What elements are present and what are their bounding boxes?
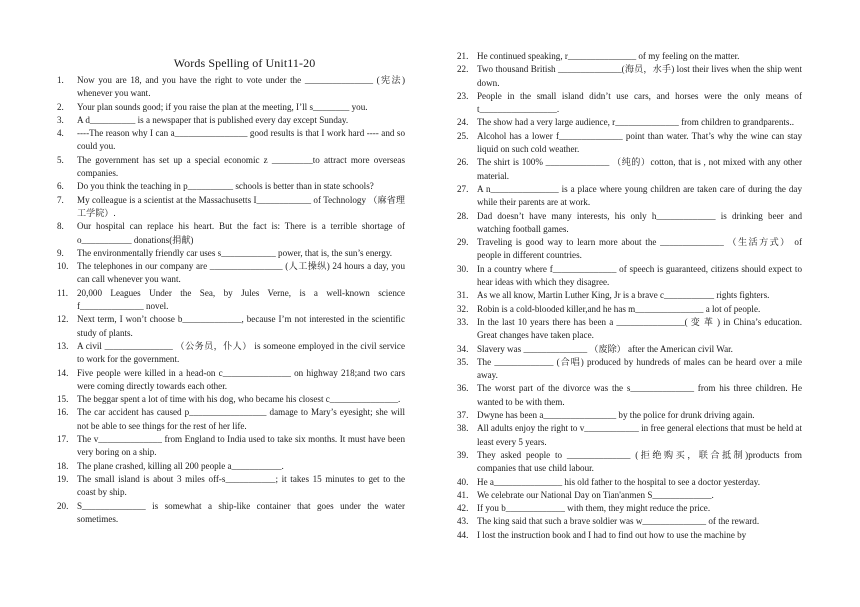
question-text: A d__________ is a newspaper that is published every day except Sunday.: [77, 114, 349, 125]
question-item: [57, 114, 405, 127]
question-number: 33.: [457, 316, 469, 327]
question-text: In a country where f______________ of speech is guaranteed, citizens should expect to hear ideas with which they disagree.: [477, 263, 802, 288]
question-number: 19.: [57, 473, 69, 484]
question-text: The telephones in our company are ________________ (人工操纵) 24 hours a day, you can call whenever you want.: [77, 261, 405, 285]
question-item: [57, 74, 405, 101]
question-number: 22.: [457, 64, 469, 75]
question-item: [457, 289, 802, 302]
question-item: [57, 367, 405, 394]
question-number: 36.: [457, 383, 469, 394]
question-text: Five people were killed in a head-on c_______________ on highway 218;and two cars were coming directly towards each other.: [77, 367, 405, 391]
left-question-list: [57, 74, 405, 526]
question-number: 25.: [457, 130, 469, 141]
question-text: He a_______________ his old father to the hospital to see a doctor yesterday.: [477, 476, 761, 487]
question-number: 27.: [457, 183, 469, 194]
question-text: Now you are 18, and you have the right to vote under the _______________ (宪法) whenever you want.: [77, 75, 405, 99]
question-number: 42.: [457, 503, 469, 514]
question-item: [57, 127, 405, 154]
question-number: 21.: [457, 51, 469, 61]
question-text: The shirt is 100% ______________ （纯的）cotton, that is , not mixed with any other material.: [477, 157, 802, 181]
question-number: 34.: [457, 343, 469, 354]
question-number: 15.: [57, 394, 69, 405]
question-text: The environmentally friendly car uses s____________ power, that is, the sun’s energy.: [77, 247, 393, 258]
question-number: 13.: [57, 340, 69, 351]
question-text: The beggar spent a lot of time with his dog, who became his closest c_______________.: [77, 394, 401, 405]
question-number: 24.: [457, 117, 469, 128]
question-text: Our hospital can replace his heart. But the fact is: There is a terrible shortage of o___________ donations(捐献): [77, 221, 405, 245]
question-text: As we all know, Martin Luther King, Jr is a brave c___________ rights fighters.: [477, 290, 770, 301]
question-item: [457, 183, 802, 210]
question-text: 20,000 Leagues Under the Sea, by Jules Verne, is a well-known science f______________ novel.: [77, 287, 405, 312]
question-text: The car accident has caused p_________________ damage to Mary’s eyesight; she will not be able to see things for the rest of her life.: [77, 407, 405, 431]
question-text: The government has set up a special economic z _________to attract more overseas companies.: [77, 154, 405, 179]
question-number: 1.: [57, 75, 64, 85]
question-text: People in the small island didn’t use cars, and horses were the only means of t_________________.: [477, 90, 802, 115]
question-item: [57, 313, 405, 340]
question-item: [457, 210, 802, 237]
question-number: 38.: [457, 423, 469, 434]
question-item: [457, 263, 802, 290]
question-number: 44.: [457, 529, 469, 540]
question-item: [457, 343, 802, 356]
question-item: [457, 156, 802, 183]
question-text: Traveling is good way to learn more about the ______________ （生活方式） of people in different countries.: [477, 237, 802, 261]
question-item: [457, 130, 802, 157]
question-item: [457, 236, 802, 263]
question-text: Next term, I won’t choose b_____________, because I’m not interested in the scientific study of plants.: [77, 314, 405, 338]
question-item: [57, 500, 405, 527]
question-number: 18.: [57, 460, 69, 471]
question-number: 39.: [457, 449, 469, 460]
question-item: [57, 247, 405, 260]
question-item: [457, 316, 802, 343]
page-title: Words Spelling of Unit11-20: [173, 56, 316, 70]
question-item: [57, 180, 405, 193]
question-number: 35.: [457, 356, 469, 367]
question-number: 29.: [457, 237, 469, 248]
question-text: Dad doesn’t have many interests, his only h_____________ is drinking beer and watching football games.: [477, 210, 802, 234]
question-text: Alcohol has a lower f______________ point than water. That’s why the wine can stay liquid on such cold weather.: [477, 130, 802, 155]
question-number: 12.: [57, 314, 69, 325]
question-item: [457, 529, 802, 542]
question-text: S______________ is somewhat a ship-like container that goes under the water sometimes.: [77, 500, 405, 524]
question-item: [457, 489, 802, 502]
question-number: 16.: [57, 407, 69, 418]
question-item: [57, 287, 405, 314]
question-text: Dwyne has been a________________ by the police for drunk driving again.: [477, 410, 755, 421]
question-item: [457, 90, 802, 117]
question-number: 37.: [457, 410, 469, 421]
question-text: A n_______________ is a place where young children are taken care of during the day while their parents are at work.: [477, 183, 802, 208]
question-number: 43.: [457, 516, 469, 527]
question-number: 8.: [57, 221, 64, 232]
question-item: [457, 50, 802, 63]
question-number: 31.: [457, 290, 469, 301]
question-item: [457, 409, 802, 422]
question-number: 11.: [57, 287, 69, 298]
question-number: 4.: [57, 128, 64, 139]
question-number: 26.: [457, 157, 469, 168]
question-item: [457, 449, 802, 476]
question-text: Robin is a cold-blooded killer,and he has m_______________ a lot of people.: [477, 303, 761, 314]
question-number: 5.: [57, 154, 64, 165]
question-item: [57, 194, 405, 221]
question-item: [57, 340, 405, 367]
question-text: A civil _______________ （公务员，仆人） is someone employed in the civil service to work for the government.: [77, 340, 405, 365]
question-item: [57, 433, 405, 460]
question-number: 14.: [57, 367, 69, 378]
question-number: 20.: [57, 500, 69, 511]
question-text: The v______________ from England to India used to take six months. It must have been very boring on a ship.: [77, 434, 405, 458]
question-text: He continued speaking, r_______________ of my feeling on the matter.: [477, 51, 740, 61]
question-number: 40.: [457, 476, 469, 487]
question-item: [57, 220, 405, 247]
question-number: 10.: [57, 261, 69, 272]
question-text: They asked people to ______________ (拒绝购买，联合抵制)products from companies that use child labour.: [477, 449, 802, 474]
question-item: [457, 356, 802, 383]
question-item: [457, 303, 802, 316]
question-text: If you b_____________ with them, they might reduce the price.: [477, 503, 711, 514]
question-text: ----The reason why I can a________________ good results is that I work hard ---- and so could you.: [77, 128, 405, 152]
question-text: The show had a very large audience, r______________ from children to grandparents..: [477, 117, 795, 128]
question-item: [57, 406, 405, 433]
question-item: [57, 460, 405, 473]
question-item: [57, 393, 405, 406]
question-text: In the last 10 years there has been a _______________( 变 革 ) in China’s education. Great changes have taken place.: [477, 316, 802, 341]
question-text: We celebrate our National Day on Tian'anmen S_____________.: [477, 489, 714, 500]
question-number: 3.: [57, 114, 64, 125]
question-number: 2.: [57, 101, 64, 112]
question-text: All adults enjoy the right to v____________ in free general elections that must be held at least every 5 years.: [477, 423, 802, 447]
question-text: I lost the instruction book and I had to find out how to use the machine by: [477, 529, 747, 540]
question-text: Do you think the teaching in p__________ schools is better than in state schools?: [77, 181, 374, 192]
question-item: [457, 476, 802, 489]
question-number: 7.: [57, 194, 64, 205]
question-item: [57, 473, 405, 500]
question-text: The plane crashed, killing all 200 people a___________.: [77, 460, 284, 471]
question-text: The small island is about 3 miles off-s___________; it takes 15 minutes to get to the coast by ship.: [77, 473, 405, 498]
question-number: 9.: [57, 247, 64, 258]
question-text: The worst part of the divorce was the s______________ from his three children. He wanted to be with them.: [477, 383, 802, 407]
question-item: [457, 116, 802, 129]
question-number: 32.: [457, 303, 469, 314]
question-number: 41.: [457, 489, 469, 500]
question-text: Two thousand British ______________(海员，水手) lost their lives when the ship went down.: [477, 64, 802, 88]
question-text: Slavery was ______________ （废除） after the American civil War.: [477, 343, 733, 354]
question-item: [457, 63, 802, 90]
question-item: [57, 101, 405, 114]
question-text: The _____________ (合唱) produced by hundreds of males can be heard over a mile away.: [477, 356, 802, 381]
question-number: 6.: [57, 181, 64, 192]
question-number: 23.: [457, 90, 469, 101]
question-item: [457, 382, 802, 409]
question-number: 30.: [457, 263, 469, 274]
question-number: 17.: [57, 434, 69, 445]
right-question-list: [457, 50, 802, 542]
question-item: [457, 515, 802, 528]
question-text: Your plan sounds good; if you raise the plan at the meeting, I’ll s________ you.: [77, 101, 368, 112]
question-item: [457, 502, 802, 515]
question-text: My colleague is a scientist at the Massachusetts I____________ of Technology （麻省理工学院）.: [77, 194, 405, 218]
question-item: [57, 260, 405, 287]
question-item: [457, 422, 802, 449]
question-number: 28.: [457, 210, 469, 221]
question-text: The king said that such a brave soldier was w______________ of the reward.: [477, 516, 760, 527]
question-item: [57, 154, 405, 181]
